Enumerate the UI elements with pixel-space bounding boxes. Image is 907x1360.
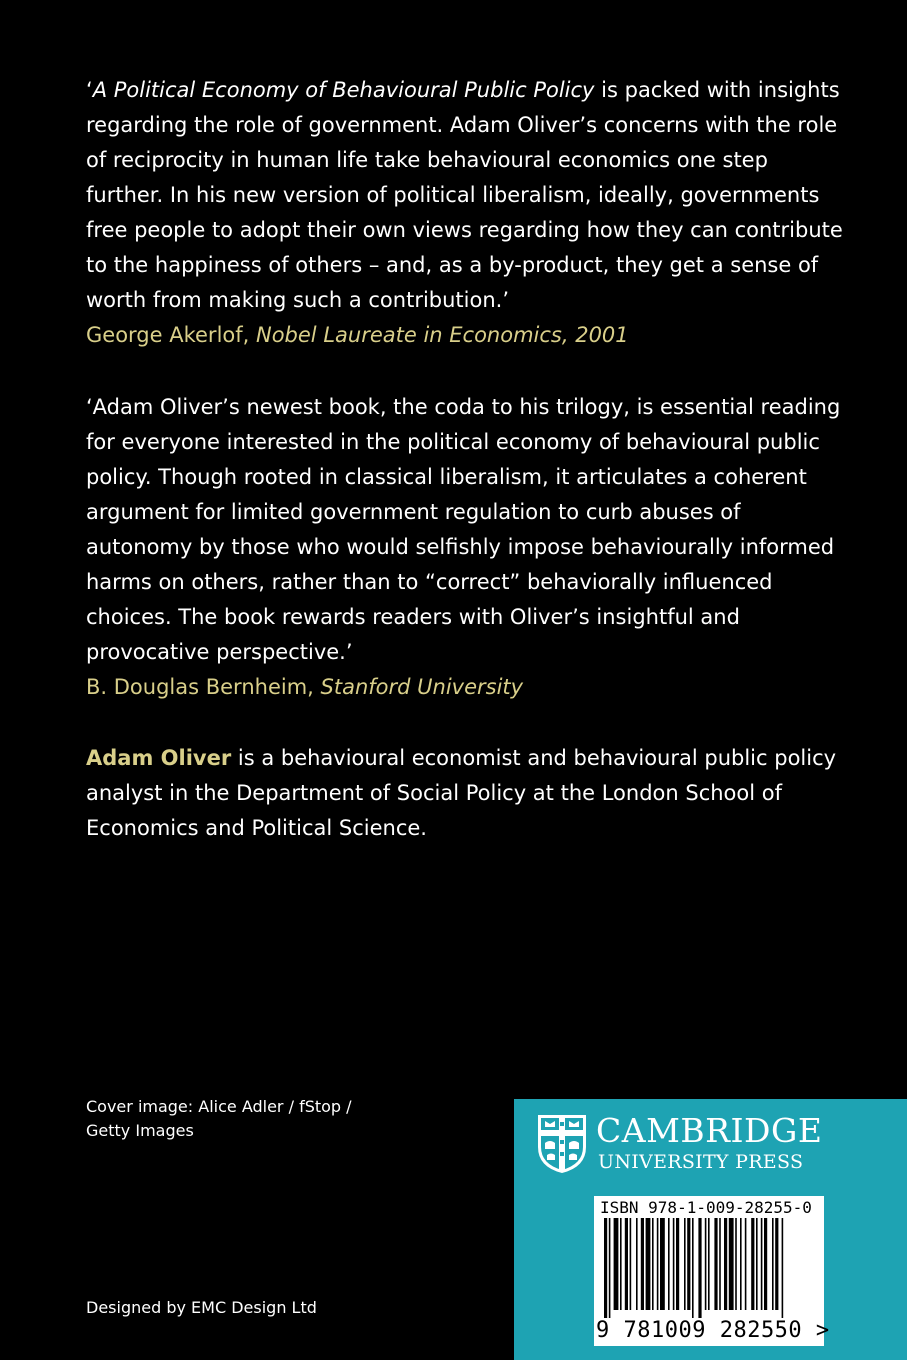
publisher-panel bbox=[514, 1099, 907, 1360]
endorsement-text bbox=[86, 73, 846, 318]
bio-text: is a behavioural economist and behavioural public policy analyst in the Department of Social Policy at the London School of Economics and Political Science. bbox=[86, 746, 837, 840]
barcode-bar bbox=[641, 1218, 644, 1310]
author-affiliation: Nobel Laureate in Economics, 2001 bbox=[256, 323, 629, 347]
barcode-bar bbox=[687, 1218, 690, 1310]
barcode-icon bbox=[600, 1218, 818, 1318]
publisher-subname: UNIVERSITY PRESS bbox=[598, 1151, 804, 1173]
barcode-bar bbox=[625, 1218, 628, 1310]
barcode-bar bbox=[636, 1218, 638, 1310]
barcode-bar bbox=[684, 1218, 686, 1310]
barcode-bar bbox=[751, 1218, 754, 1310]
designer-credit: Designed by EMC Design Ltd bbox=[86, 1298, 317, 1317]
barcode-box bbox=[594, 1196, 830, 1346]
barcode-bar bbox=[724, 1218, 727, 1310]
barcode-bar bbox=[630, 1218, 632, 1310]
barcode-bar bbox=[775, 1218, 778, 1310]
author-bio bbox=[86, 741, 846, 846]
author-name: B. Douglas Bernheim, bbox=[86, 675, 321, 699]
barcode-bar bbox=[735, 1218, 737, 1310]
barcode-bar bbox=[660, 1218, 665, 1310]
open-quote: ‘ bbox=[86, 78, 93, 102]
endorsement-text: ‘Adam Oliver’s newest book, the coda to his trilogy, is essential reading for everyone interested in the political economy of behavioural public policy. Though rooted in classical liberalism, it articulates a coherent argument for limited government regulation to curb abuses of autonomy by those who would selfishly impose behaviourally informed harms on others, rather than to “correct” behaviorally influenced choices. The book rewards readers with Oliver’s insightful and provocative perspective.’ bbox=[86, 395, 841, 664]
endorsement-akerlof bbox=[86, 73, 846, 353]
barcode-bar bbox=[745, 1218, 747, 1310]
book-title: A Political Economy of Behavioural Public Policy bbox=[92, 78, 595, 102]
cover-image-credit: Cover image: Alice Adler / fStop / Getty Images bbox=[86, 1097, 352, 1140]
author-affiliation: Stanford University bbox=[320, 675, 524, 699]
author-name: George Akerlof, bbox=[86, 323, 256, 347]
barcode-bar bbox=[657, 1218, 659, 1310]
endorsement-attribution bbox=[86, 670, 846, 705]
isbn-label: ISBN 978-1-009-28255-0 bbox=[600, 1198, 812, 1217]
barcode-bar bbox=[646, 1218, 651, 1310]
barcode-bar bbox=[614, 1218, 619, 1310]
barcode-bar bbox=[719, 1218, 721, 1310]
barcode-bar bbox=[652, 1218, 654, 1310]
cambridge-crest-icon bbox=[536, 1113, 588, 1175]
barcode-bar bbox=[604, 1218, 607, 1318]
barcode-digits: 9 781009 282550 > bbox=[596, 1318, 830, 1343]
barcode-bar bbox=[609, 1218, 611, 1318]
barcode-bar bbox=[772, 1218, 774, 1310]
barcode-bar bbox=[761, 1218, 763, 1310]
barcode-bar bbox=[782, 1218, 784, 1318]
endorsement-attribution bbox=[86, 318, 846, 353]
endorsement-bernheim bbox=[86, 390, 846, 705]
barcode-bar bbox=[698, 1218, 701, 1318]
barcode-bar bbox=[729, 1218, 734, 1310]
barcode-bar bbox=[714, 1218, 717, 1310]
quote-body: is packed with insights regarding the role of government. Adam Oliver’s concerns with the role of reciprocity in human life take behavioural economics one step further. In his new version of political liberalism, ideally, governments free people to adopt their own views regarding how they can contribute to the happiness of others – and, as a by-product, they get a sense of worth from making such a contribution.’ bbox=[86, 78, 843, 312]
barcode-bar bbox=[708, 1218, 710, 1310]
barcode-bar bbox=[673, 1218, 675, 1310]
barcode-bar bbox=[620, 1218, 622, 1310]
barcode-bar bbox=[740, 1218, 742, 1310]
barcode-bar bbox=[692, 1218, 694, 1318]
publisher-name: CAMBRIDGE bbox=[596, 1111, 823, 1150]
barcode-bar bbox=[705, 1218, 707, 1310]
barcode-bar bbox=[756, 1218, 758, 1310]
barcode-bar bbox=[676, 1218, 679, 1310]
bio-author-name: Adam Oliver bbox=[86, 746, 232, 770]
barcode-bar bbox=[764, 1218, 767, 1310]
barcode-bar bbox=[668, 1218, 670, 1310]
